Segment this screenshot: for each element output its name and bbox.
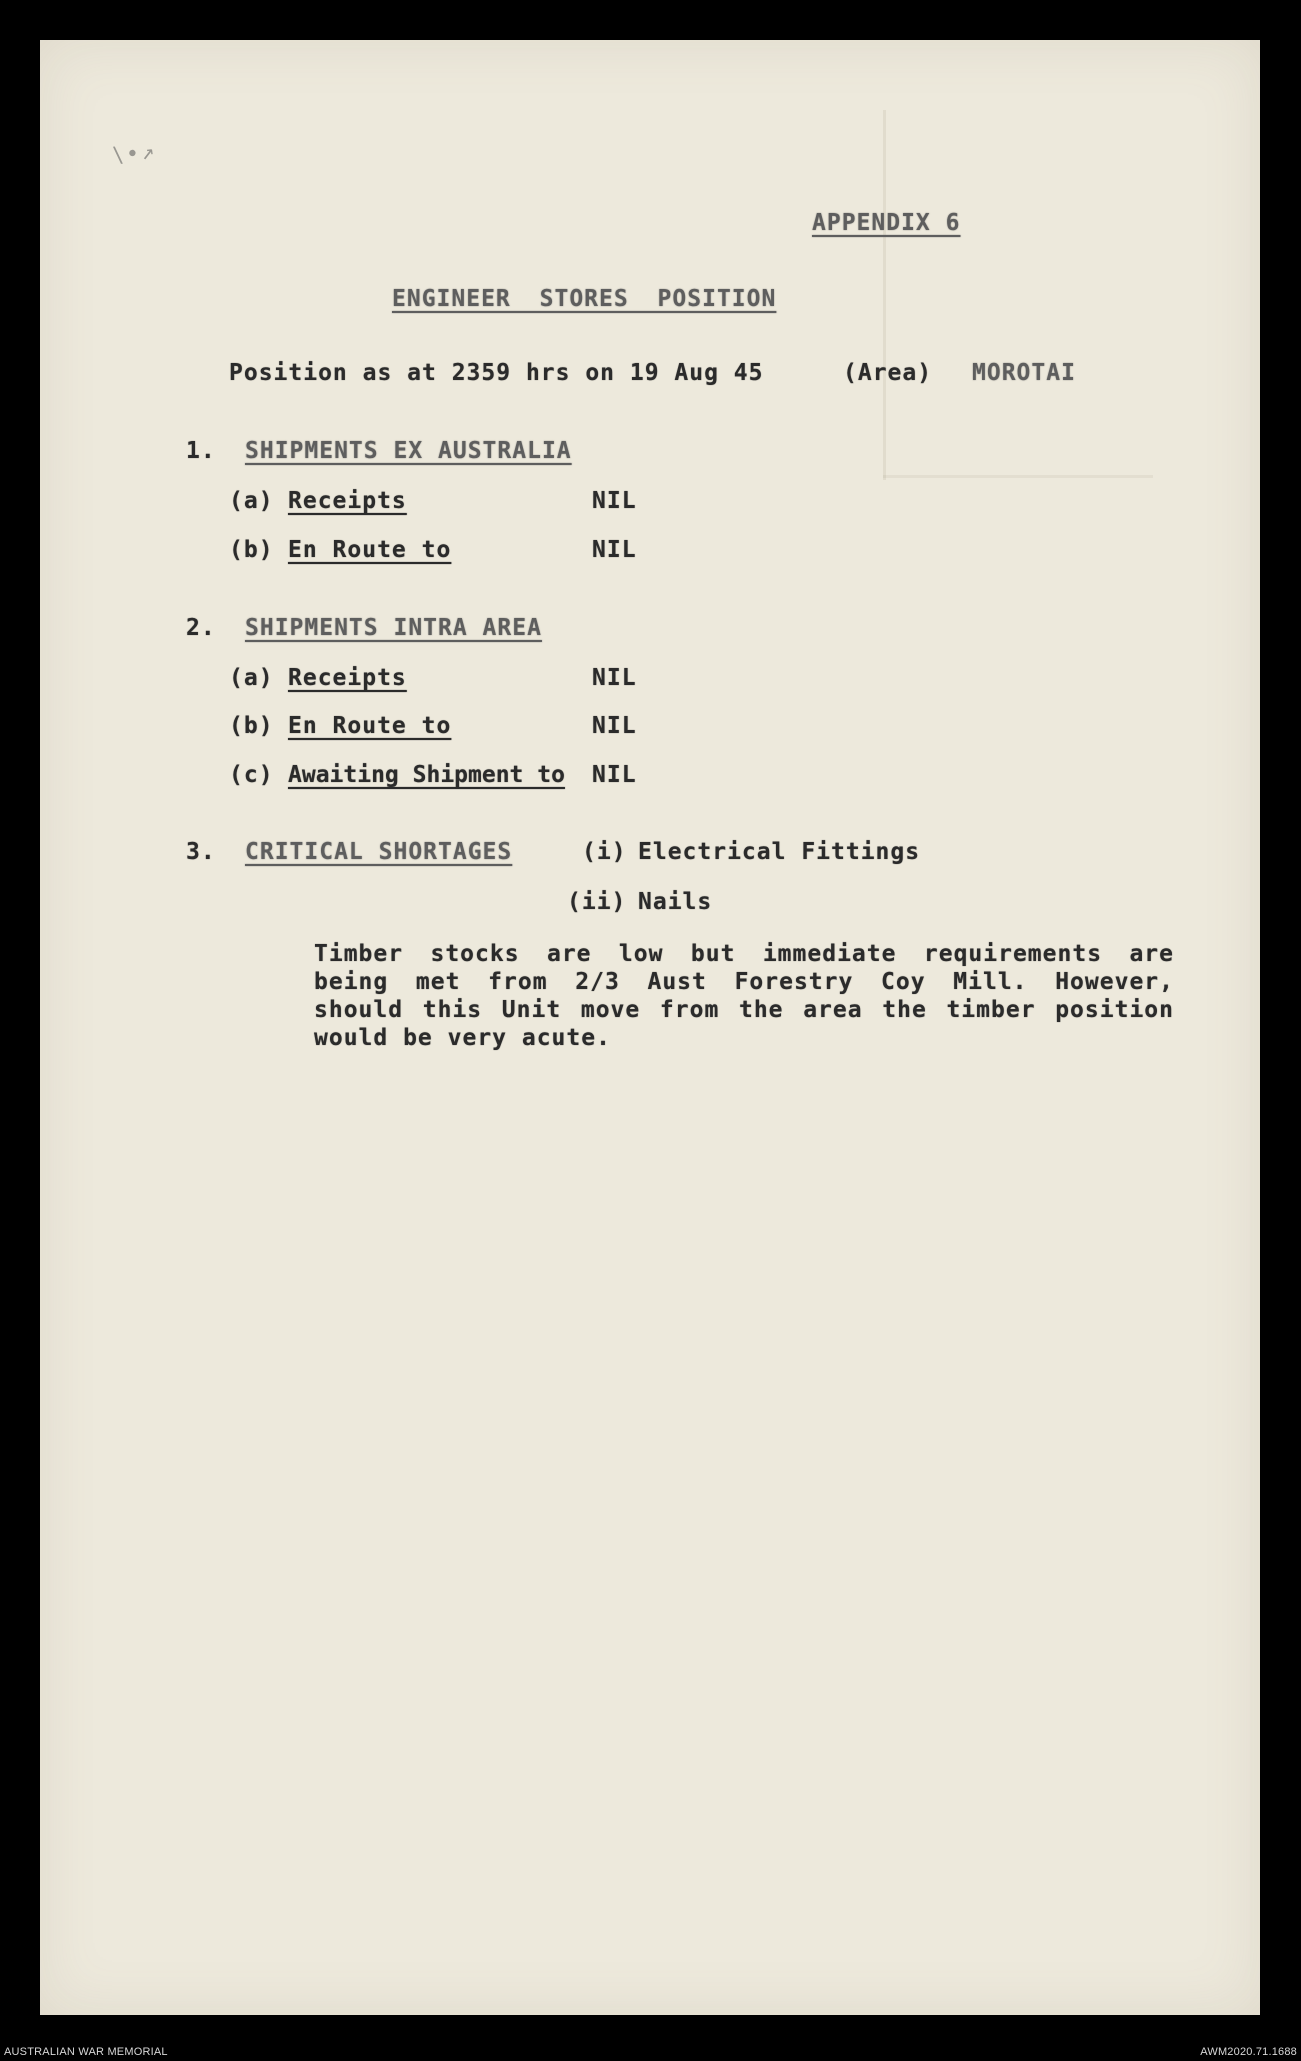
item-label: Awaiting Shipment to — [288, 762, 565, 788]
position-line: Position as at 2359 hrs on 19 Aug 45 — [229, 360, 764, 386]
item-marker: (b) — [229, 713, 274, 739]
shortage-label: Electrical Fittings — [638, 839, 921, 865]
item-label: En Route to — [288, 713, 452, 739]
item-label: En Route to — [288, 537, 452, 563]
shortage-marker: (ii) — [567, 889, 627, 915]
pencil-mark: ∖•↗ — [108, 138, 159, 171]
section-heading: SHIPMENTS EX AUSTRALIA — [245, 438, 572, 464]
item-value: NIL — [592, 537, 637, 563]
item-label: Receipts — [288, 665, 407, 691]
paper-crease — [883, 110, 886, 480]
item-value: NIL — [592, 665, 637, 691]
footer-reference: AWM2020.71.1688 — [1200, 2046, 1297, 2058]
section-number: 2. — [186, 615, 216, 641]
item-value: NIL — [592, 713, 637, 739]
shortage-marker: (i) — [582, 839, 627, 865]
item-label: Receipts — [288, 488, 407, 514]
shortage-note: Timber stocks are low but immediate requirements are being met from 2/3 Aust Forestry Coy Mill. However, should this Unit move from the area the timber position would be very acute. — [314, 941, 1174, 1051]
item-value: NIL — [592, 488, 637, 514]
section-heading: CRITICAL SHORTAGES — [245, 839, 513, 865]
section-heading: SHIPMENTS INTRA AREA — [245, 615, 542, 641]
paper-crease — [883, 475, 1153, 478]
area-value: MOROTAI — [972, 360, 1076, 386]
appendix-label: APPENDIX 6 — [812, 210, 961, 236]
item-value: NIL — [592, 762, 637, 788]
section-number: 1. — [186, 438, 216, 464]
document-title: ENGINEER STORES POSITION — [392, 286, 777, 312]
section-number: 3. — [186, 839, 216, 865]
item-marker: (b) — [229, 537, 274, 563]
item-marker: (c) — [229, 762, 274, 788]
item-marker: (a) — [229, 488, 274, 514]
shortage-label: Nails — [638, 889, 713, 915]
footer-credit: AUSTRALIAN WAR MEMORIAL — [4, 2046, 168, 2058]
area-label: (Area) — [843, 360, 933, 386]
item-marker: (a) — [229, 665, 274, 691]
